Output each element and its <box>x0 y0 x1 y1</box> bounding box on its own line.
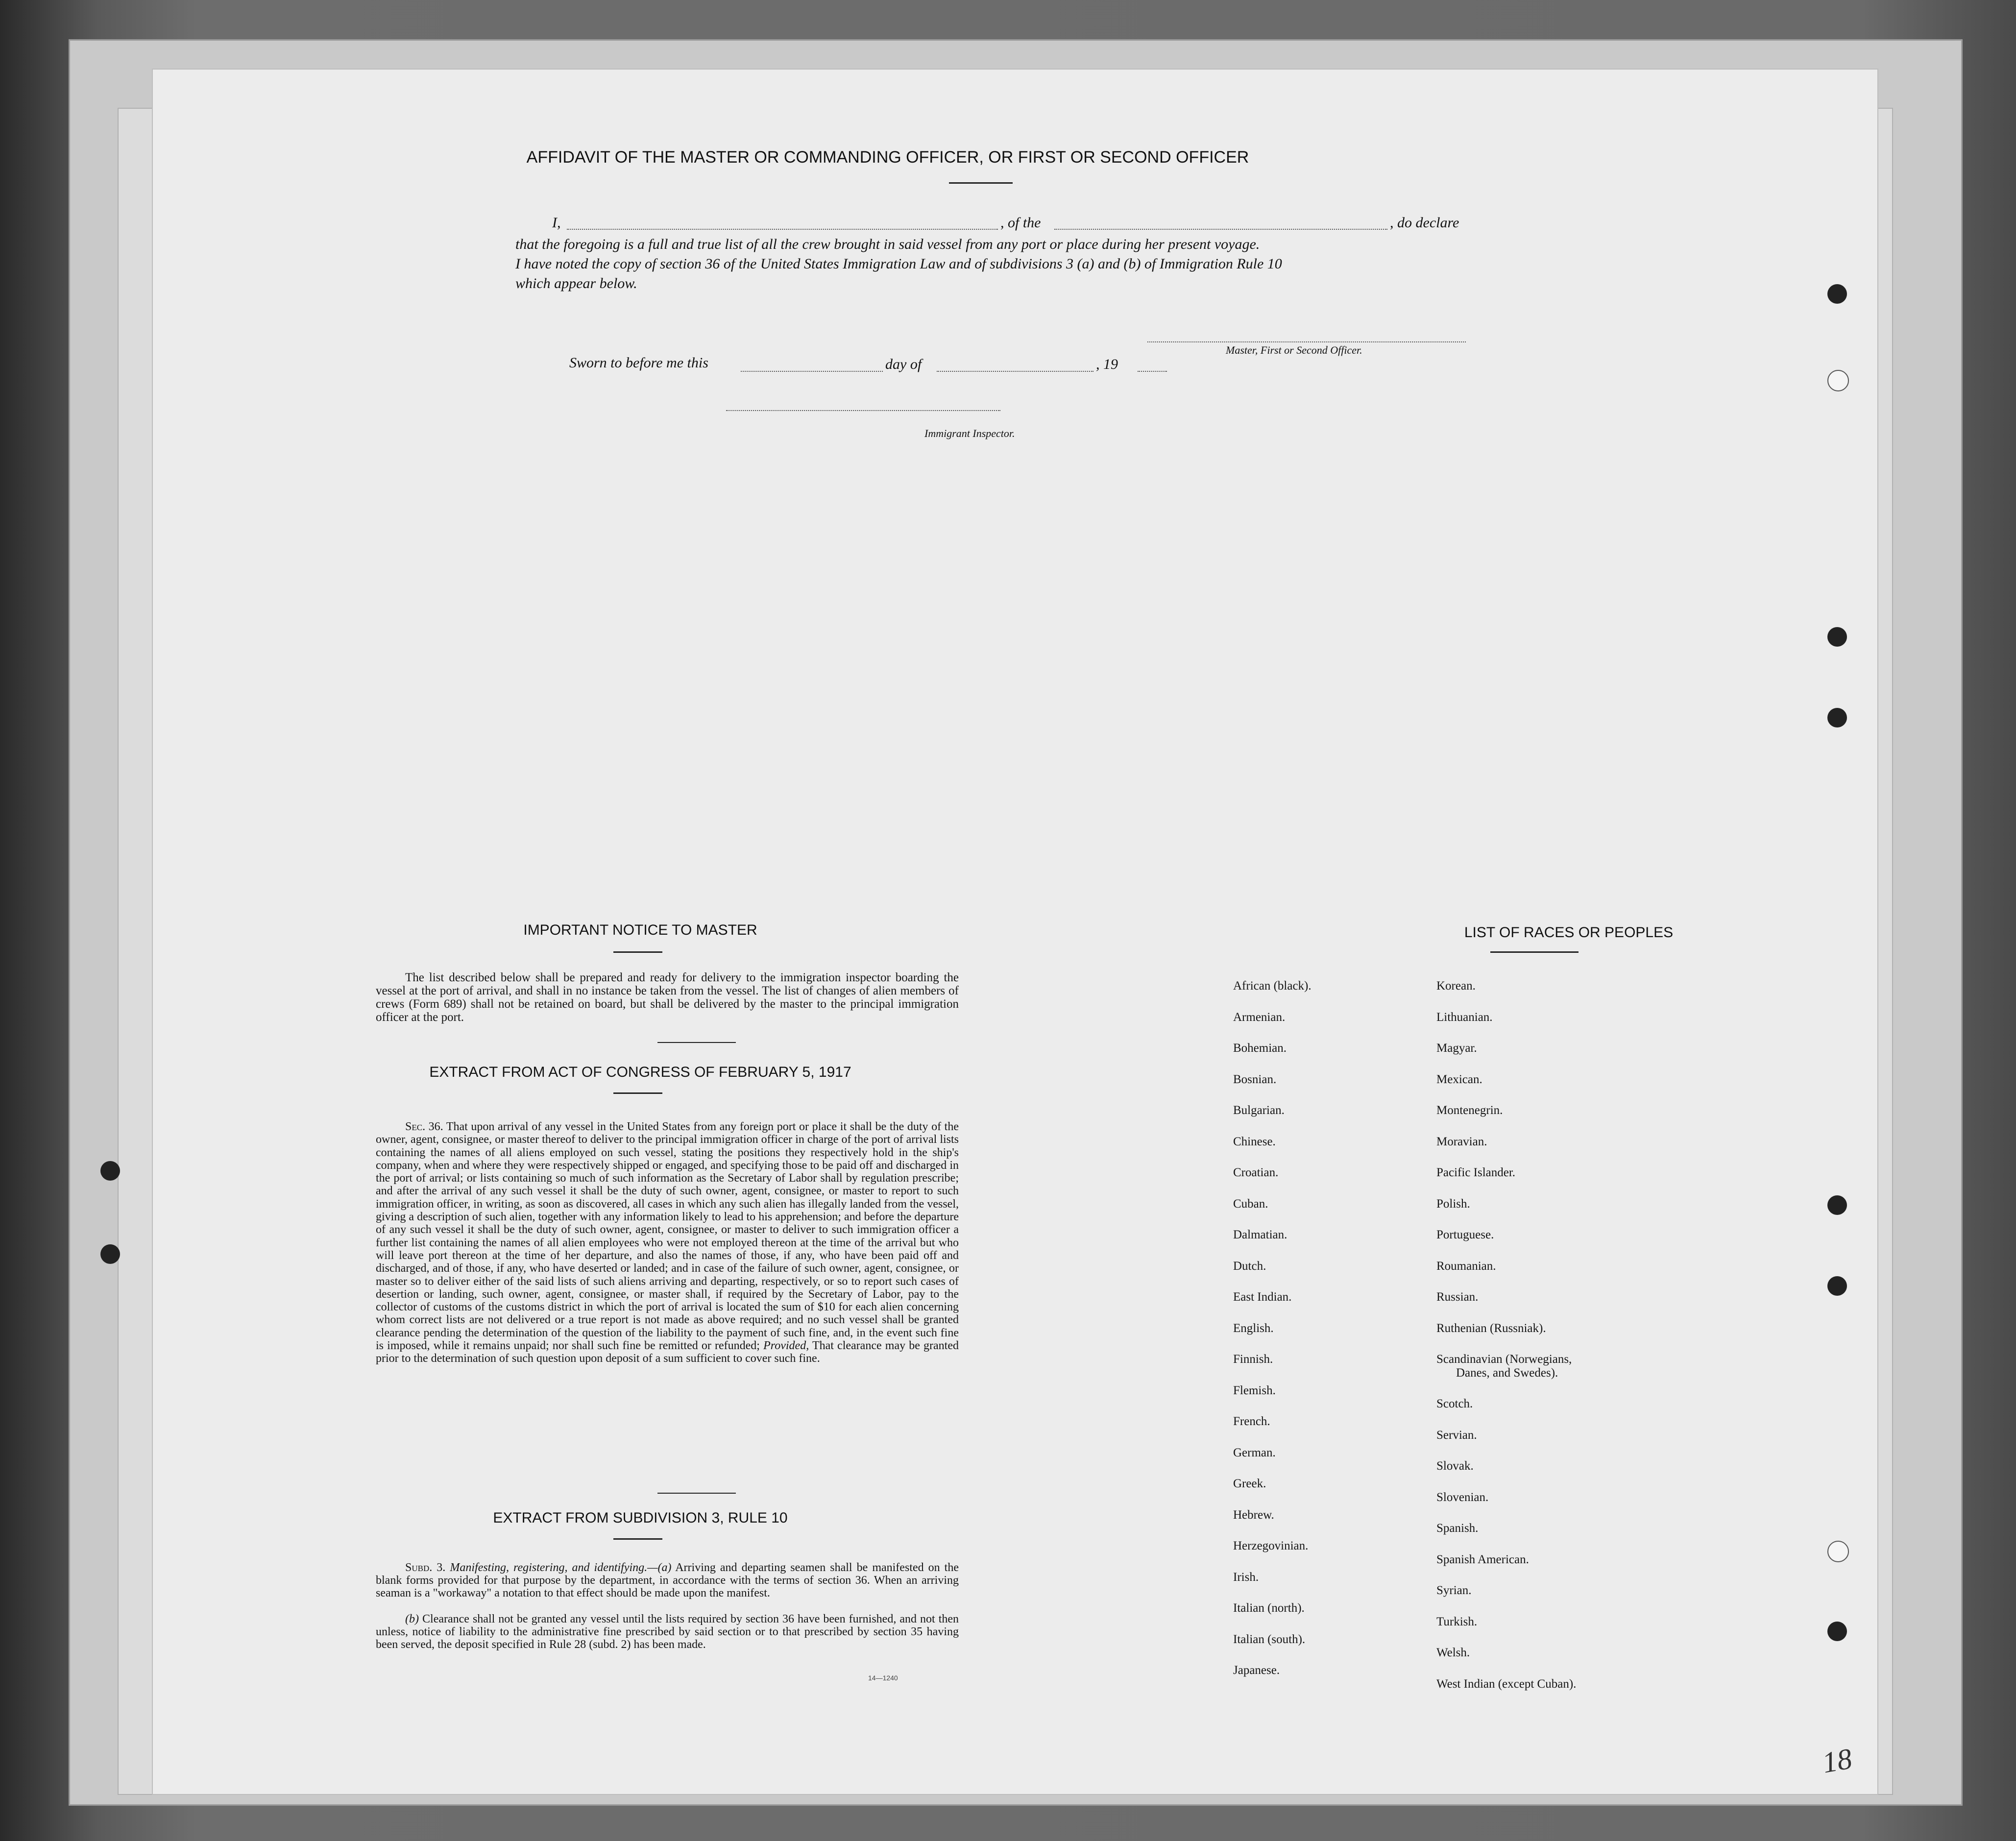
sworn-label: Sworn to before me this <box>569 355 708 371</box>
race-item: Danes, and Swedes). <box>1456 1366 1558 1380</box>
race-item: Montenegrin. <box>1436 1104 1503 1117</box>
race-item: Ruthenian (Russniak). <box>1436 1321 1546 1335</box>
handwritten-page-number: 18 <box>1820 1742 1855 1779</box>
race-item: Japanese. <box>1233 1664 1280 1677</box>
affidavit-title: AFFIDAVIT OF THE MASTER OR COMMANDING OFFICER, OR FIRST OR SECOND OFFICER <box>526 148 1249 167</box>
race-item: English. <box>1233 1321 1274 1335</box>
race-item: Slovak. <box>1436 1459 1474 1473</box>
race-item: Chinese. <box>1233 1135 1276 1148</box>
race-item: Portuguese. <box>1436 1228 1494 1241</box>
sworn-year-line[interactable] <box>1138 371 1167 372</box>
sworn-day-of-label: day of <box>885 356 922 372</box>
sworn-day-line[interactable] <box>741 371 883 372</box>
race-item: Bosnian. <box>1233 1072 1277 1086</box>
race-item: Armenian. <box>1233 1010 1286 1024</box>
race-item: African (black). <box>1233 979 1312 993</box>
rule10-text-b-body: Clearance shall not be granted any vessel until the lists required by section 36 have been furnished, and not then unless, notice of liability to the administrative fine prescribed by said section or to that prescribed by section 35 having been served, the deposit specified in Rule 28 (subd. 2) has been made. <box>376 1613 959 1651</box>
act-text-end: That clearance may be granted prior to the determination of such question upon deposit of a sum sufficient to cover such fine. <box>376 1339 959 1365</box>
punch-hole <box>1827 1195 1847 1215</box>
affidavit-declare-label: , do declare <box>1390 215 1459 231</box>
act-provided-label: Provided, <box>763 1339 809 1353</box>
punch-hole <box>1827 1622 1847 1641</box>
race-item: Spanish. <box>1436 1522 1479 1535</box>
act-text <box>376 1120 959 1365</box>
rule10-subd-heading: Manifesting, registering, and identifying.—(a) <box>450 1561 672 1574</box>
race-item: Scandinavian (Norwegians, <box>1436 1353 1572 1366</box>
punch-hole <box>100 1244 120 1264</box>
race-item: Lithuanian. <box>1436 1010 1493 1024</box>
race-item: Finnish. <box>1233 1353 1273 1366</box>
race-item: Hebrew. <box>1233 1508 1274 1522</box>
punch-hole <box>1827 708 1847 727</box>
inspector-label: Immigrant Inspector. <box>924 427 1015 439</box>
affidavit-rule <box>949 182 1013 184</box>
race-item: Irish. <box>1233 1570 1259 1584</box>
race-item: Cuban. <box>1233 1197 1268 1211</box>
act-text-body: That upon arrival of any vessel in the United States from any foreign port or place it shall be the duty of the owner, agent, consignee, or master thereof to deliver to the principal immigration officer in charge of the port of arrival lists containing the names of all aliens employed on such vessel, stating the positions they respectively hold in the ship's company, when and where they were respectively shipped or engaged, and specifying those to be paid off and discharged in the port of arrival; or lists containing so much of such information as the Secretary of Labor shall by regulation prescribe; and after the arrival of any such vessel it shall be the duty of such owner, agent, consignee, or master to report to such immigration officer, in writing, as soon as discovered, all cases in which any such alien has illegally landed from the vessel, giving a description of such alien, together with any information likely to lead to his apprehension; and before the departure of any such vessel it shall be the duty of such owner, agent, consignee, or master to deliver to such immigration officer a further list containing the names of all alien employees who were not employed thereon at the time of the arrival but who will leave port thereon at the time of her departure, and also the names of those, if any, who have been paid off and discharged, and of those, if any, who have deserted or landed; and in case of the failure of such owner, agent, consignee, or master so to deliver either of the said lists of such aliens arriving and departing, respectively, or so to report such cases of desertion or landing, such owner, agent, consignee, or master shall, if required by the Secretary of Labor, pay to the collector of customs of the customs district in which the port of arrival is located the sum of $10 for each alien concerning whom correct lists are not delivered or a true report is not made as above required; and no such vessel shall be granted clearance pending the determination of the question of the liability to the payment of such fine, and, in the event such fine is imposed, while it remains unpaid; nor shall such fine be remitted or refunded; <box>376 1120 959 1353</box>
master-signature-label: Master, First or Second Officer. <box>1226 344 1362 356</box>
master-signature-line[interactable] <box>1147 341 1466 342</box>
race-item: Slovenian. <box>1436 1490 1489 1504</box>
notice-text: The list described below shall be prepared and ready for delivery to the immigration inspector boarding the vessel at the port of arrival, and shall in no instance be taken from the vessel. The list of changes of alien members of crews (Form 689) shall not be retained on board, but shall be delivered by the master to the principal immigration officer at the port. <box>376 971 959 1024</box>
race-item: Turkish. <box>1436 1615 1478 1628</box>
affidavit-body-line3: which appear below. <box>515 275 637 291</box>
rule10-b-label: (b) <box>405 1613 419 1625</box>
race-item: Flemish. <box>1233 1383 1276 1397</box>
race-item: Welsh. <box>1436 1646 1470 1659</box>
affidavit-body-line2: I have noted the copy of section 36 of the United States Immigration Law and of subdivisions 3 (a) and (b) of Immigration Rule 10 <box>515 256 1282 272</box>
inspector-signature-line[interactable] <box>726 410 1000 411</box>
sworn-year-label: , 19 <box>1096 356 1118 372</box>
race-item: Italian (south). <box>1233 1632 1306 1646</box>
rule10-text-b <box>376 1613 959 1651</box>
race-item: German. <box>1233 1446 1276 1459</box>
punch-hole <box>1827 627 1847 647</box>
rule10-title: EXTRACT FROM SUBDIVISION 3, RULE 10 <box>493 1510 788 1526</box>
race-item: Spanish American. <box>1436 1552 1529 1566</box>
master-name-line[interactable] <box>567 229 998 230</box>
affidavit-of-the-label: , of the <box>1000 215 1041 231</box>
vessel-name-line[interactable] <box>1054 229 1387 230</box>
race-item: French. <box>1233 1415 1270 1428</box>
rule10-subd-label: Subd. 3. <box>405 1561 446 1574</box>
race-item: Croatian. <box>1233 1166 1279 1179</box>
rule10-text-a-body: Arriving and departing seamen shall be manifested on the blank forms provided for that purpose by the department, in accordance with the terms of section 36. When an arriving seaman is a "workaway" a notation to that effect should be made upon the manifest. <box>376 1561 959 1599</box>
act-sec-label: Sec. 36. <box>405 1120 443 1133</box>
race-item: Moravian. <box>1436 1135 1487 1148</box>
race-item: Dalmatian. <box>1233 1228 1287 1241</box>
race-item: Roumanian. <box>1436 1259 1496 1273</box>
race-item: Russian. <box>1436 1290 1479 1304</box>
punch-hole <box>1827 370 1849 391</box>
race-item: Greek. <box>1233 1477 1266 1490</box>
race-item: West Indian (except Cuban). <box>1436 1677 1577 1691</box>
form-page <box>152 69 1878 1795</box>
punch-hole <box>1827 1276 1847 1296</box>
rule10-text-a <box>376 1561 959 1599</box>
races-title: LIST OF RACES OR PEOPLES <box>1464 924 1674 941</box>
race-item: Bulgarian. <box>1233 1104 1285 1117</box>
race-item: Italian (north). <box>1233 1601 1305 1615</box>
race-item: East Indian. <box>1233 1290 1292 1304</box>
notice-title: IMPORTANT NOTICE TO MASTER <box>523 922 757 938</box>
sworn-month-line[interactable] <box>937 371 1093 372</box>
race-item: Servian. <box>1436 1428 1477 1442</box>
race-item: Korean. <box>1436 979 1476 993</box>
notice-bottom-rule <box>657 1042 736 1043</box>
race-item: Scotch. <box>1436 1397 1473 1410</box>
race-item: Herzegovinian. <box>1233 1539 1309 1552</box>
punch-hole <box>1827 1541 1849 1562</box>
affidavit-body-line1: that the foregoing is a full and true list of all the crew brought in said vessel from any port or place during her present voyage. <box>515 236 1260 252</box>
race-item: Magyar. <box>1436 1042 1477 1055</box>
punch-hole <box>1827 284 1847 304</box>
act-title: EXTRACT FROM ACT OF CONGRESS OF FEBRUARY 5, 1917 <box>429 1064 851 1080</box>
notice-rule <box>613 951 662 953</box>
race-item: Mexican. <box>1436 1072 1482 1086</box>
race-item: Pacific Islander. <box>1436 1166 1516 1179</box>
act-rule <box>613 1092 662 1094</box>
race-item: Dutch. <box>1233 1259 1266 1273</box>
punch-hole <box>100 1161 120 1181</box>
act-bottom-rule <box>657 1493 736 1494</box>
race-item: Bohemian. <box>1233 1042 1287 1055</box>
race-item: Polish. <box>1436 1197 1470 1211</box>
rule10-form-number: 14—1240 <box>868 1674 898 1682</box>
rule10-rule <box>613 1538 662 1540</box>
races-rule <box>1490 951 1579 953</box>
race-item: Syrian. <box>1436 1584 1472 1597</box>
affidavit-i-label: I, <box>552 215 561 231</box>
